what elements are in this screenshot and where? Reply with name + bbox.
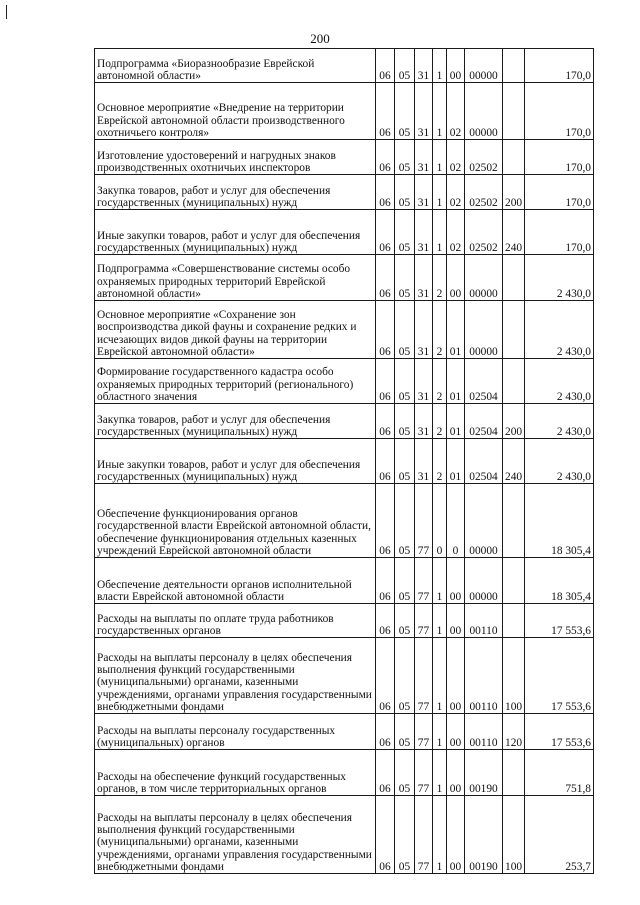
program-code: 77	[415, 604, 433, 638]
event-code: 02	[447, 83, 465, 140]
section-code: 06	[376, 210, 395, 255]
event-code: 00	[447, 255, 465, 301]
amount: 253,7	[525, 796, 594, 874]
table-row	[95, 404, 594, 439]
program-code: 77	[415, 750, 433, 796]
program-code: 31	[415, 175, 433, 210]
event-code: 01	[447, 404, 465, 439]
section-code: 06	[376, 140, 395, 175]
table-row	[95, 210, 594, 255]
subprogram-code: 0	[433, 484, 447, 558]
subsection-code: 05	[395, 255, 415, 301]
amount: 170,0	[525, 140, 594, 175]
table-row	[95, 255, 594, 301]
section-code: 06	[376, 359, 395, 404]
table-row	[95, 83, 594, 140]
table-row	[95, 301, 594, 359]
event-code: 00	[447, 638, 465, 714]
table-row	[95, 49, 594, 83]
table-row	[95, 140, 594, 175]
row-name: Закупка товаров, работ и услуг для обеспечения государственных (муниципальных) нужд	[95, 175, 376, 210]
section-code: 06	[376, 83, 395, 140]
subsection-code: 05	[395, 404, 415, 439]
program-code: 31	[415, 359, 433, 404]
expense-type-code	[503, 255, 525, 301]
subprogram-code: 2	[433, 359, 447, 404]
expense-type-code	[503, 484, 525, 558]
row-name: Подпрограмма «Совершенствование системы особо охраняемых природных территорий Еврейской автономной области»	[95, 255, 376, 301]
table-body	[95, 49, 594, 874]
subsection-code: 05	[395, 210, 415, 255]
subprogram-code: 1	[433, 714, 447, 750]
row-name: Расходы на выплаты персоналу в целях обеспечения выполнения функций государственными (муниципальными) органами, казенными учреждениями, органами управления государственными внебюджетными фондами	[95, 638, 376, 714]
section-code: 06	[376, 404, 395, 439]
table-row	[95, 604, 594, 638]
program-code: 77	[415, 638, 433, 714]
expense-type-code: 200	[503, 404, 525, 439]
section-code: 06	[376, 301, 395, 359]
event-code: 02	[447, 175, 465, 210]
subprogram-code: 1	[433, 604, 447, 638]
amount: 17 553,6	[525, 604, 594, 638]
subsection-code: 05	[395, 140, 415, 175]
expense-type-code	[503, 359, 525, 404]
program-code: 77	[415, 558, 433, 604]
page-number: 200	[310, 31, 330, 46]
section-code: 06	[376, 175, 395, 210]
amount: 18 305,4	[525, 558, 594, 604]
section-code: 06	[376, 750, 395, 796]
amount: 18 305,4	[525, 484, 594, 558]
program-code: 77	[415, 796, 433, 874]
row-name: Расходы на выплаты персоналу в целях обеспечения выполнения функций государственными (муниципальными) органами, казенными учреждениями, органами управления государственными внебюджетными фондами	[95, 796, 376, 874]
subsection-code: 05	[395, 714, 415, 750]
program-code: 31	[415, 439, 433, 484]
subsection-code: 05	[395, 638, 415, 714]
table-row	[95, 175, 594, 210]
subprogram-code: 1	[433, 558, 447, 604]
subprogram-code: 2	[433, 439, 447, 484]
direction-code: 00190	[465, 750, 503, 796]
expense-type-code: 200	[503, 175, 525, 210]
section-code: 06	[376, 439, 395, 484]
expense-type-code: 100	[503, 638, 525, 714]
table-row	[95, 638, 594, 714]
direction-code: 02502	[465, 210, 503, 255]
direction-code: 00000	[465, 49, 503, 83]
row-name: Расходы на выплаты персоналу государственных (муниципальных) органов	[95, 714, 376, 750]
program-code: 77	[415, 714, 433, 750]
direction-code: 00110	[465, 714, 503, 750]
event-code: 02	[447, 210, 465, 255]
program-code: 31	[415, 140, 433, 175]
subsection-code: 05	[395, 796, 415, 874]
program-code: 31	[415, 210, 433, 255]
row-name: Формирование государственного кадастра особо охраняемых природных территорий (регионального) областного значения	[95, 359, 376, 404]
direction-code: 00110	[465, 638, 503, 714]
event-code: 00	[447, 604, 465, 638]
section-code: 06	[376, 796, 395, 874]
direction-code: 00190	[465, 796, 503, 874]
direction-code: 00000	[465, 484, 503, 558]
event-code: 00	[447, 750, 465, 796]
event-code: 01	[447, 439, 465, 484]
table-row	[95, 558, 594, 604]
expense-type-code	[503, 49, 525, 83]
expense-type-code	[503, 604, 525, 638]
row-name: Подпрограмма «Биоразнообразие Еврейской автономной области»	[95, 49, 376, 83]
subprogram-code: 1	[433, 140, 447, 175]
subprogram-code: 1	[433, 796, 447, 874]
subprogram-code: 2	[433, 301, 447, 359]
edge-mark	[6, 5, 7, 19]
direction-code: 02504	[465, 439, 503, 484]
table-row	[95, 484, 594, 558]
table-row	[95, 750, 594, 796]
event-code: 00	[447, 558, 465, 604]
subprogram-code: 1	[433, 750, 447, 796]
section-code: 06	[376, 558, 395, 604]
amount: 170,0	[525, 175, 594, 210]
section-code: 06	[376, 49, 395, 83]
program-code: 31	[415, 83, 433, 140]
expense-type-code	[503, 301, 525, 359]
direction-code: 00000	[465, 301, 503, 359]
row-name: Расходы на выплаты по оплате труда работников государственных органов	[95, 604, 376, 638]
subprogram-code: 1	[433, 83, 447, 140]
expense-type-code	[503, 558, 525, 604]
subsection-code: 05	[395, 558, 415, 604]
subprogram-code: 2	[433, 255, 447, 301]
direction-code: 02504	[465, 359, 503, 404]
budget-table	[94, 48, 594, 874]
amount: 170,0	[525, 83, 594, 140]
program-code: 31	[415, 49, 433, 83]
direction-code: 02504	[465, 404, 503, 439]
direction-code: 00110	[465, 604, 503, 638]
event-code: 01	[447, 301, 465, 359]
subprogram-code: 1	[433, 175, 447, 210]
expense-type-code: 100	[503, 796, 525, 874]
amount: 751,8	[525, 750, 594, 796]
amount: 2 430,0	[525, 301, 594, 359]
subprogram-code: 1	[433, 210, 447, 255]
expense-type-code: 120	[503, 714, 525, 750]
table-row	[95, 359, 594, 404]
direction-code: 02502	[465, 175, 503, 210]
subsection-code: 05	[395, 359, 415, 404]
direction-code: 00000	[465, 83, 503, 140]
row-name: Изготовление удостоверений и нагрудных знаков производственных охотничьих инспекторов	[95, 140, 376, 175]
amount: 2 430,0	[525, 255, 594, 301]
event-code: 01	[447, 359, 465, 404]
row-name: Закупка товаров, работ и услуг для обеспечения государственных (муниципальных) нужд	[95, 404, 376, 439]
expense-type-code	[503, 750, 525, 796]
section-code: 06	[376, 484, 395, 558]
subprogram-code: 1	[433, 49, 447, 83]
table-row	[95, 714, 594, 750]
amount: 2 430,0	[525, 439, 594, 484]
row-name: Расходы на обеспечение функций государственных органов, в том числе территориальных органов	[95, 750, 376, 796]
expense-type-code: 240	[503, 210, 525, 255]
table-row	[95, 796, 594, 874]
event-code: 02	[447, 140, 465, 175]
expense-type-code: 240	[503, 439, 525, 484]
program-code: 31	[415, 301, 433, 359]
amount: 170,0	[525, 210, 594, 255]
section-code: 06	[376, 638, 395, 714]
subprogram-code: 2	[433, 404, 447, 439]
row-name: Обеспечение деятельности органов исполнительной власти Еврейской автономной области	[95, 558, 376, 604]
amount: 2 430,0	[525, 359, 594, 404]
amount: 17 553,6	[525, 714, 594, 750]
section-code: 06	[376, 604, 395, 638]
subsection-code: 05	[395, 301, 415, 359]
subsection-code: 05	[395, 439, 415, 484]
section-code: 06	[376, 714, 395, 750]
subsection-code: 05	[395, 83, 415, 140]
amount: 17 553,6	[525, 638, 594, 714]
row-name: Основное мероприятие «Внедрение на территории Еврейской автономной области производственного охотничьего контроля»	[95, 83, 376, 140]
event-code: 00	[447, 714, 465, 750]
event-code: 00	[447, 49, 465, 83]
subsection-code: 05	[395, 49, 415, 83]
direction-code: 00000	[465, 255, 503, 301]
program-code: 31	[415, 404, 433, 439]
amount: 170,0	[525, 49, 594, 83]
program-code: 77	[415, 484, 433, 558]
event-code: 0	[447, 484, 465, 558]
event-code: 00	[447, 796, 465, 874]
row-name: Основное мероприятие «Сохранение зон воспроизводства дикой фауны и сохранение редких и исчезающих видов дикой фауны на территории Еврейской автономной области»	[95, 301, 376, 359]
direction-code: 02502	[465, 140, 503, 175]
section-code: 06	[376, 255, 395, 301]
row-name: Иные закупки товаров, работ и услуг для обеспечения государственных (муниципальных) нужд	[95, 439, 376, 484]
row-name: Иные закупки товаров, работ и услуг для обеспечения государственных (муниципальных) нужд	[95, 210, 376, 255]
program-code: 31	[415, 255, 433, 301]
expense-type-code	[503, 140, 525, 175]
table-row	[95, 439, 594, 484]
amount: 2 430,0	[525, 404, 594, 439]
subsection-code: 05	[395, 175, 415, 210]
subprogram-code: 1	[433, 638, 447, 714]
subsection-code: 05	[395, 604, 415, 638]
subsection-code: 05	[395, 484, 415, 558]
row-name: Обеспечение функционирования органов государственной власти Еврейской автономной области, обеспечение функционирования отдельных казенных учреждений Еврейской автономной области	[95, 484, 376, 558]
expense-type-code	[503, 83, 525, 140]
subsection-code: 05	[395, 750, 415, 796]
direction-code: 00000	[465, 558, 503, 604]
